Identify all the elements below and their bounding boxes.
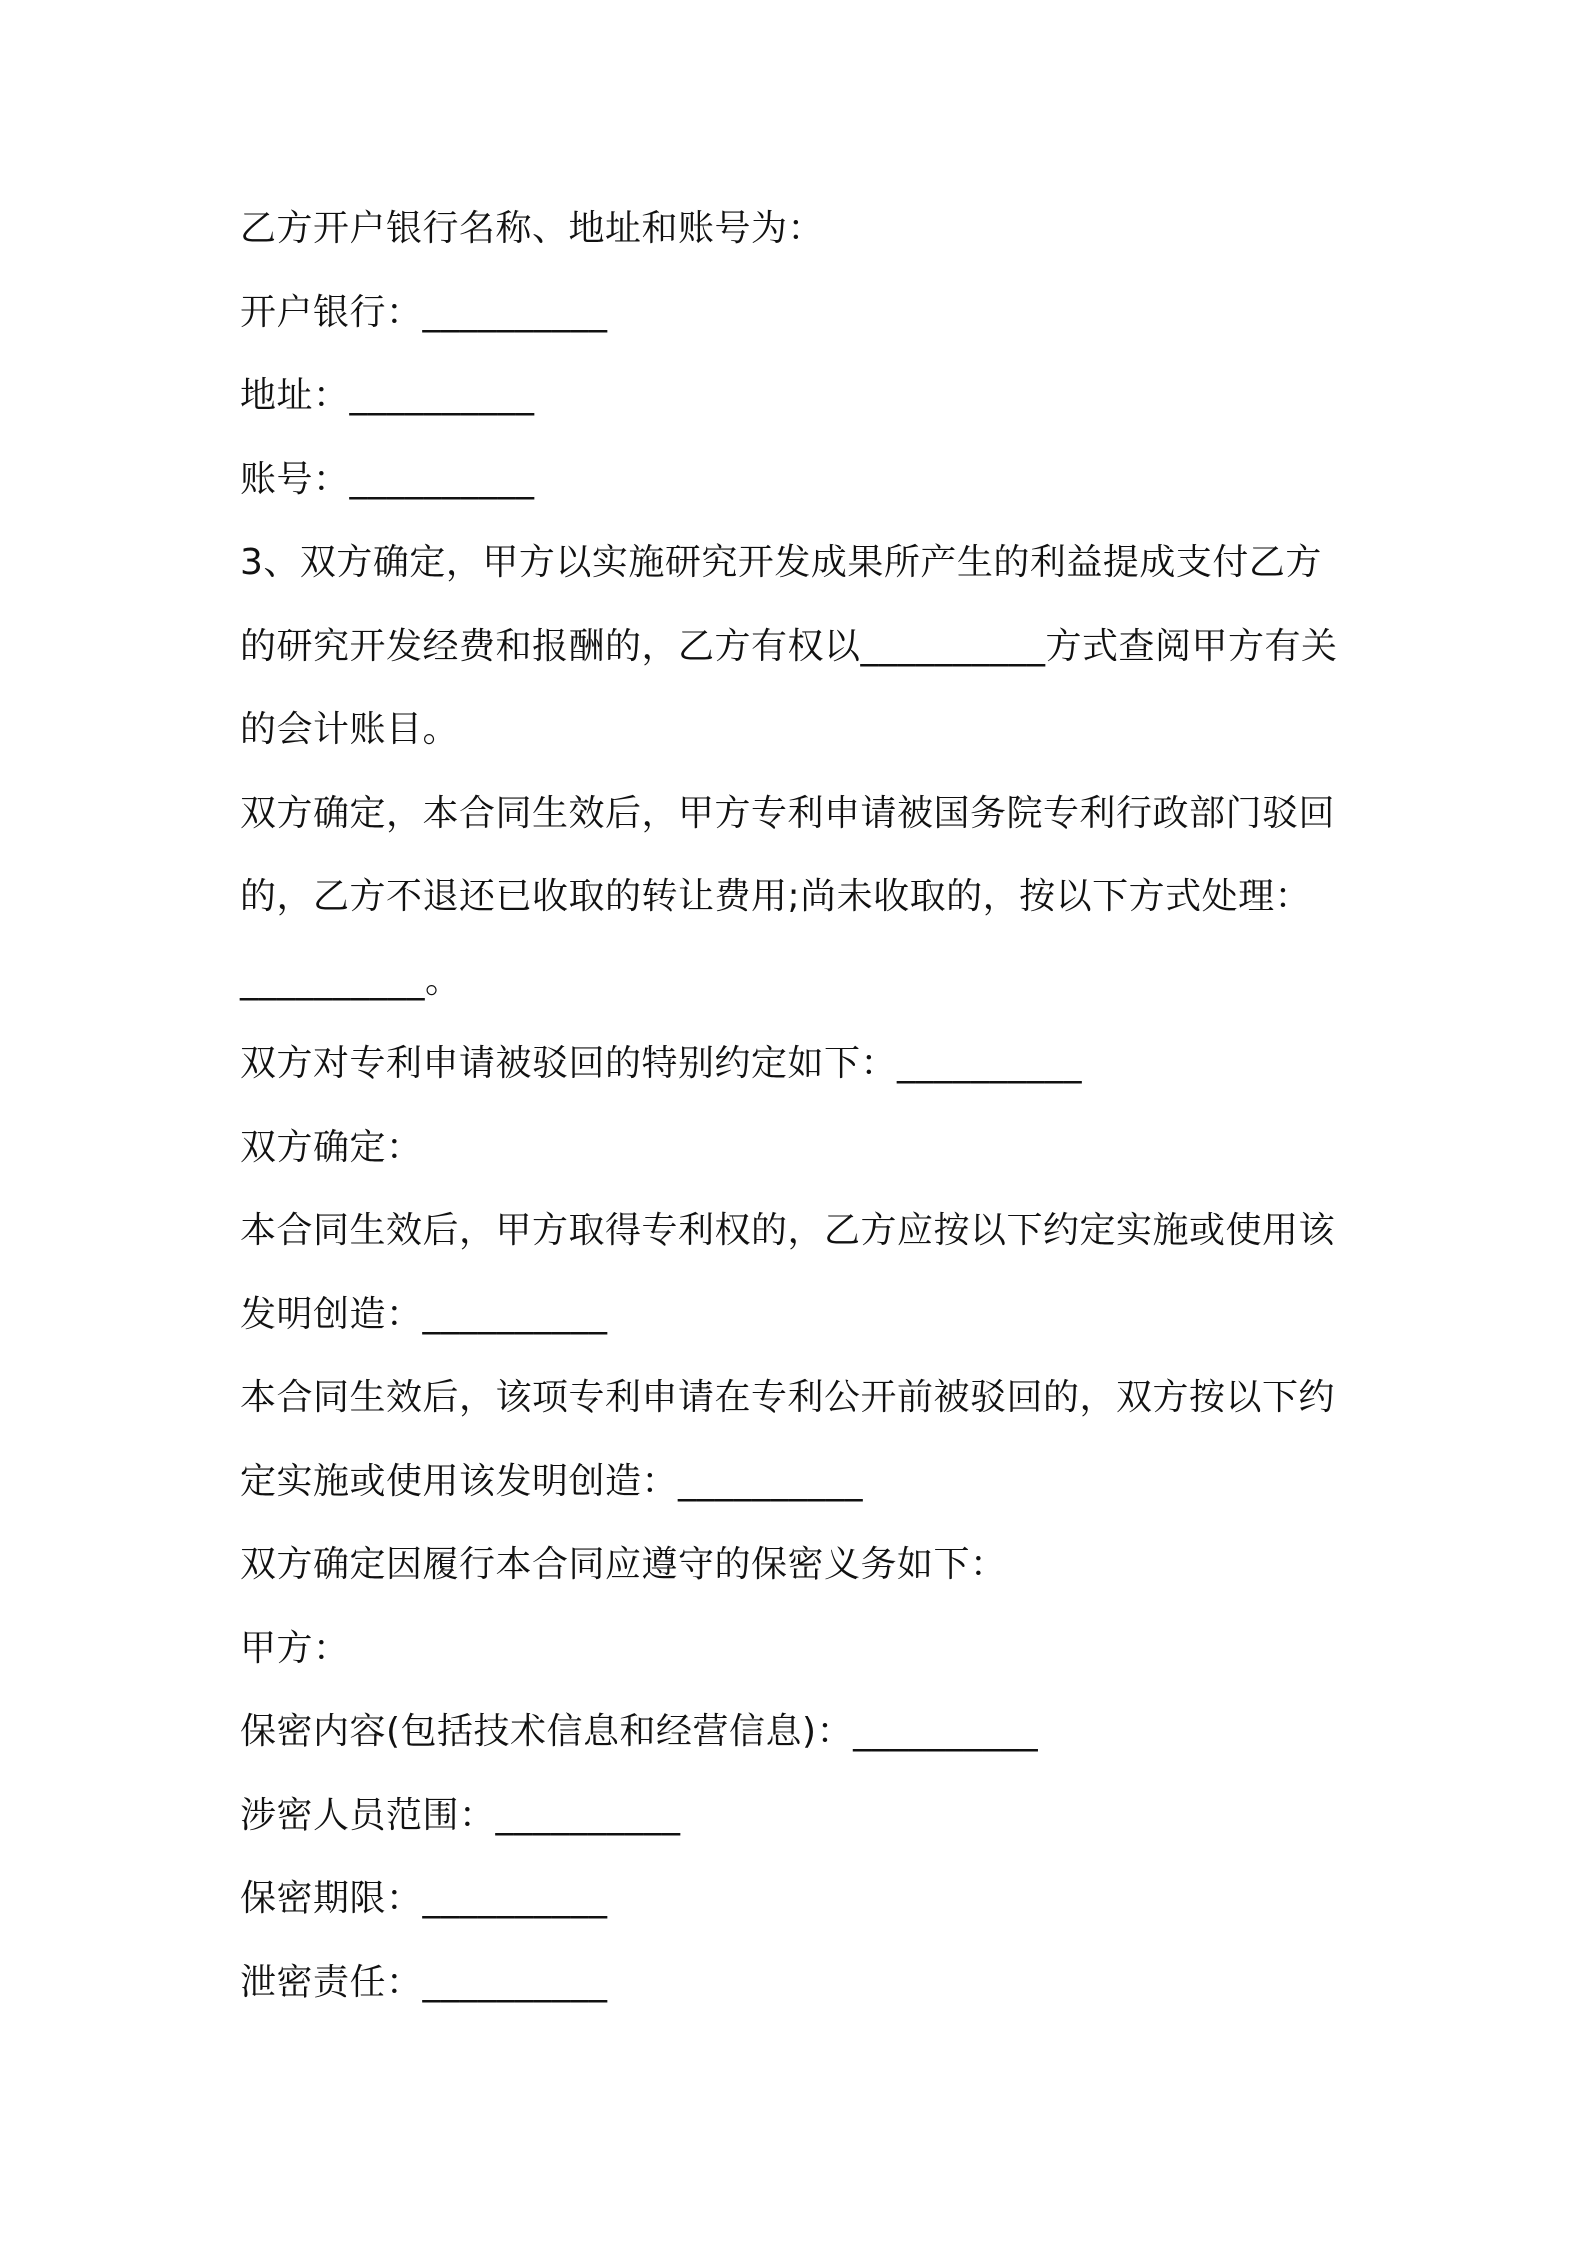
- parties-confirm-heading: 双方确定：: [240, 1126, 423, 1168]
- patent-rejected-line-1: 本合同生效后，该项专利申请在专利公开前被驳回的，双方按以下约: [240, 1377, 1336, 1418]
- rejection-clause-line-1: 双方确定，本合同生效后，甲方专利申请被国务院专利行政部门驳回: [240, 792, 1336, 834]
- leak-liability-line: 泄密责任：__________: [240, 1961, 608, 2003]
- bank-address-line: 地址：__________: [240, 375, 535, 416]
- confidentiality-period-line: 保密期限：__________: [240, 1878, 608, 1919]
- confidentiality-heading: 双方确定因履行本合同应遵守的保密义务如下：: [240, 1544, 1007, 1585]
- clause-3-line-1: 3、双方确定，甲方以实施研究开发成果所产生的利益提成支付乙方: [240, 542, 1322, 583]
- patent-rejected-line-2: 定实施或使用该发明创造：__________: [240, 1460, 864, 1502]
- party-a-label: 甲方：: [240, 1627, 350, 1669]
- confidential-content-line: 保密内容(包括技术信息和经营信息)：__________: [240, 1711, 1039, 1752]
- rejection-clause-line-2: 的，乙方不退还已收取的转让费用;尚未收取的，按以下方式处理：: [240, 876, 1312, 917]
- bank-name-line: 开户银行：__________: [240, 291, 608, 333]
- account-number-line: 账号：__________: [240, 458, 535, 500]
- clause-3-line-2: 的研究开发经费和报酬的，乙方有权以__________方式查阅甲方有关: [240, 625, 1338, 667]
- clause-3-line-3: 的会计账目。: [240, 709, 460, 750]
- special-agreement-line: 双方对专利申请被驳回的特别约定如下：__________: [240, 1043, 1083, 1084]
- patent-granted-line-1: 本合同生效后，甲方取得专利权的，乙方应按以下约定实施或使用该: [240, 1210, 1336, 1251]
- involved-personnel-line: 涉密人员范围：__________: [240, 1794, 681, 1836]
- bank-info-heading: 乙方开户银行名称、地址和账号为：: [240, 208, 825, 249]
- patent-granted-line-2: 发明创造：__________: [240, 1293, 608, 1335]
- document-body: [240, 196, 1360, 2033]
- rejection-clause-line-3: __________。: [240, 959, 462, 1001]
